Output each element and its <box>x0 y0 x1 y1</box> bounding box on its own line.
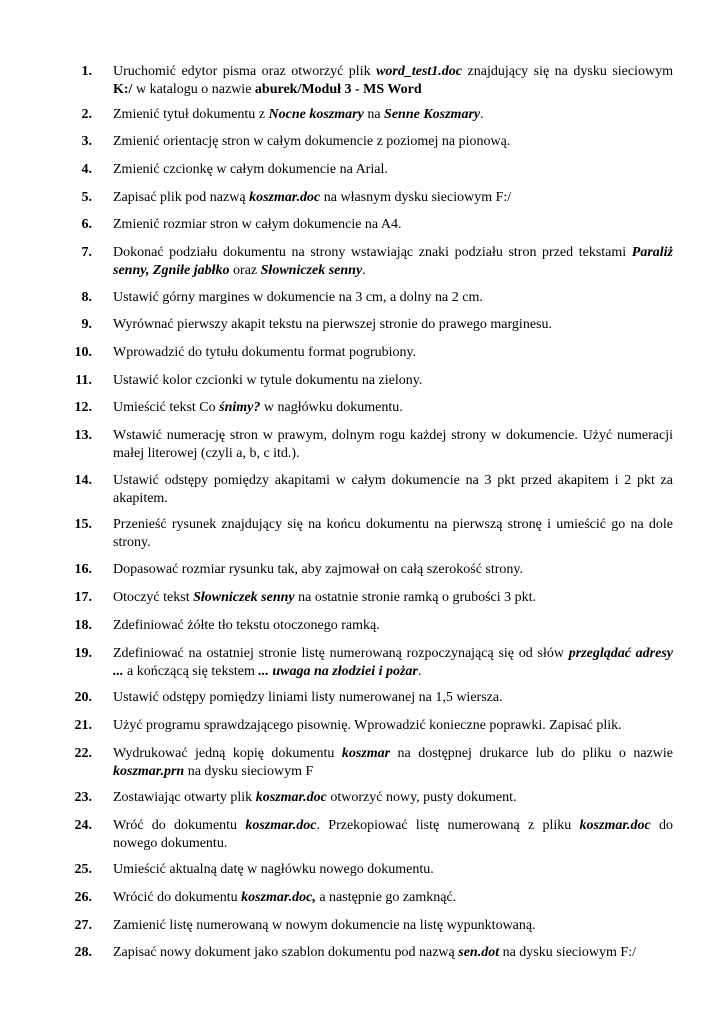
list-item-text <box>113 561 673 579</box>
text-segment: Użyć programu sprawdzającego pisownię. Wprowadzić konieczne poprawki. Zapisać plik. <box>113 718 622 733</box>
text-segment: koszmar.doc, <box>241 890 316 905</box>
list-item-number: 15. <box>74 517 92 532</box>
list-item-text <box>113 399 673 417</box>
text-segment: oraz <box>229 263 261 278</box>
text-segment: Wróć do dokumentu <box>113 818 246 833</box>
text-segment: na dostępnej drukarce lub do pliku o nazwie <box>390 746 673 761</box>
text-segment: Wydrukować jedną kopię dokumentu <box>113 746 342 761</box>
list-item-text <box>113 817 673 853</box>
list-item-number: 25. <box>74 862 92 877</box>
text-segment: koszmar.doc <box>245 818 317 833</box>
text-segment: Zmienić orientację stron w całym dokumencie z poziomej na pionową. <box>113 134 511 149</box>
text-segment: Ustawić kolor czcionki w tytule dokumentu na zielony. <box>113 373 423 388</box>
text-segment: Słowniczek senny <box>193 590 295 605</box>
text-segment: na dysku sieciowym F <box>184 764 314 779</box>
list-item-number: 22. <box>74 746 92 761</box>
text-segment: Dopasować rozmiar rysunku tak, aby zajmował on całą szerokość strony. <box>113 562 524 577</box>
list-item-text <box>113 472 673 508</box>
list-item-text <box>113 516 673 552</box>
list-item-text <box>113 216 673 234</box>
list-item-number: 24. <box>74 818 92 833</box>
list-item-number: 23. <box>74 790 92 805</box>
text-segment: śnimy? <box>219 400 261 415</box>
list-item-text <box>113 617 673 635</box>
list-item-number: 17. <box>74 590 92 605</box>
list-item-text <box>113 427 673 463</box>
list-item-text <box>113 689 673 707</box>
text-segment: Wstawić numerację stron w prawym, dolnym rogu każdej strony w dokumencie. Użyć numeracji małej literowej (czyli a, b, c itd.). <box>113 428 673 461</box>
list-item-text <box>113 189 673 207</box>
text-segment: Zdefiniować na ostatniej stronie listę numerowaną rozpoczynającą się od słów <box>113 646 569 661</box>
list-item-number: 8. <box>81 290 92 305</box>
text-segment: aburek/Moduł 3 - MS Word <box>254 82 422 97</box>
list-item-text <box>113 944 673 962</box>
list-item-number: 6. <box>81 217 92 232</box>
list-item-number: 14. <box>74 473 92 488</box>
list-item-text <box>113 717 673 735</box>
text-segment: koszmar.doc <box>249 190 321 205</box>
list-item-number: 16. <box>74 562 92 577</box>
list-item-text <box>113 372 673 390</box>
text-segment: Zmienić tytuł dokumentu z <box>113 107 269 122</box>
text-segment: . Przekopiować listę numerowaną z pliku <box>316 818 580 833</box>
list-item-number: 26. <box>74 890 92 905</box>
list-item-text <box>113 244 673 280</box>
text-segment: a następnie go zamknąć. <box>315 890 457 905</box>
text-segment: Wrócić do dokumentu <box>113 890 242 905</box>
list-item-number: 27. <box>74 918 92 933</box>
text-segment: na ostatnie stronie ramką o grubości 3 pkt. <box>294 590 537 605</box>
list-item-number: 19. <box>74 646 92 661</box>
text-segment: . <box>362 263 366 278</box>
list-item-text <box>113 917 673 935</box>
text-segment: Otoczyć tekst <box>113 590 194 605</box>
text-segment: Zostawiając otwarty plik <box>113 790 256 805</box>
list-item-number: 1. <box>81 64 92 79</box>
list-item-number: 20. <box>74 690 92 705</box>
text-segment: Wprowadzić do tytułu dokumentu format pogrubiony. <box>113 345 417 360</box>
text-segment: Zamienić listę numerowaną w nowym dokumencie na listę wypunktowaną. <box>113 918 536 933</box>
text-segment: . <box>417 664 422 679</box>
text-segment: przeglądać adresy ... <box>113 646 673 679</box>
text-segment: znajdujący się na dysku sieciowym <box>462 64 673 79</box>
text-segment: Umieścić tekst Co <box>113 400 220 415</box>
list-item-number: 9. <box>81 317 92 332</box>
text-segment: K:/ <box>113 82 133 97</box>
text-segment: koszmar.prn <box>113 764 185 779</box>
text-segment: Senne Koszmary <box>384 107 481 122</box>
list-item-number: 11. <box>75 373 92 388</box>
list-item-number: 12. <box>74 400 92 415</box>
text-segment: na własnym dysku sieciowym F:/ <box>320 190 512 205</box>
text-segment: Ustawić odstępy pomiędzy akapitami w całym dokumencie na 3 pkt przed akapitem i 2 pkt za akapitem. <box>113 473 673 506</box>
text-segment: Ustawić górny margines w dokumencie na 3 cm, a dolny na 2 cm. <box>113 290 483 305</box>
text-segment: Ustawić odstępy pomiędzy liniami listy numerowanej na 1,5 wiersza. <box>113 690 503 705</box>
list-item-text <box>113 344 673 362</box>
list-item-text <box>113 161 673 179</box>
text-segment: Zapisać plik pod nazwą <box>113 190 250 205</box>
list-item-number: 3. <box>81 134 92 149</box>
text-segment: koszmar <box>341 746 391 761</box>
list-item-text <box>113 133 673 151</box>
list-item-text <box>113 861 673 879</box>
text-segment: Zmienić czcionkę w całym dokumencie na Arial. <box>113 162 388 177</box>
list-item-text <box>113 63 673 99</box>
list-item-text <box>113 645 673 681</box>
text-segment: a kończącą się tekstem <box>123 664 259 679</box>
text-segment: word_test1.doc <box>376 64 463 79</box>
text-segment: do nowego dokumentu. <box>113 818 673 851</box>
list-item-number: 10. <box>74 345 92 360</box>
list-item-text <box>113 789 673 807</box>
text-segment: Nocne koszmary <box>268 107 364 122</box>
list-item-number: 21. <box>74 718 92 733</box>
text-segment: Przenieść rysunek znajdujący się na końcu dokumentu na pierwszą stronę i umieścić go na dole strony. <box>113 517 673 550</box>
list-item-number: 28. <box>74 945 92 960</box>
list-item-number: 4. <box>81 162 92 177</box>
list-item-text <box>113 589 673 607</box>
list-item-text <box>113 889 673 907</box>
list-item-number: 13. <box>74 428 92 443</box>
text-segment: w nagłówku dokumentu. <box>260 400 403 415</box>
text-segment: koszmar.doc <box>255 790 327 805</box>
text-segment: koszmar.doc <box>579 818 651 833</box>
text-segment: sen.dot <box>458 945 500 960</box>
text-segment: ... uwaga na złodziei i pożar <box>258 664 418 679</box>
list-item-text <box>113 316 673 334</box>
text-segment: Dokonać podziału dokumentu na strony wstawiając znaki podziału stron przed tekstami <box>113 245 632 260</box>
text-segment: Słowniczek senny <box>260 263 363 278</box>
text-segment: Zmienić rozmiar stron w całym dokumencie na A4. <box>113 217 402 232</box>
list-item-number: 5. <box>81 190 92 205</box>
list-item-number: 2. <box>81 107 92 122</box>
text-segment: Zapisać nowy dokument jako szablon dokumentu pod nazwą <box>113 945 459 960</box>
text-segment: Wyrównać pierwszy akapit tekstu na pierwszej stronie do prawego marginesu. <box>113 317 552 332</box>
text-segment: Paraliż senny, Zgniłe jabłko <box>113 245 673 278</box>
text-segment: w katalogu o nazwie <box>132 82 255 97</box>
list-item-text <box>113 106 673 124</box>
text-segment: Zdefiniować żółte tło tekstu otoczonego ramką. <box>113 618 380 633</box>
text-segment: Uruchomić edytor pisma oraz otworzyć plik <box>113 64 377 79</box>
list-item-text <box>113 289 673 307</box>
text-segment: . <box>480 107 484 122</box>
list-item-number: 18. <box>74 618 92 633</box>
text-segment: otworzyć nowy, pusty dokument. <box>326 790 517 805</box>
text-segment: na dysku sieciowym F:/ <box>499 945 636 960</box>
text-segment: na <box>363 107 385 122</box>
text-segment: Umieścić aktualną datę w nagłówku nowego dokumentu. <box>113 862 434 877</box>
list-item-text <box>113 745 673 781</box>
list-item-number: 7. <box>81 245 92 260</box>
